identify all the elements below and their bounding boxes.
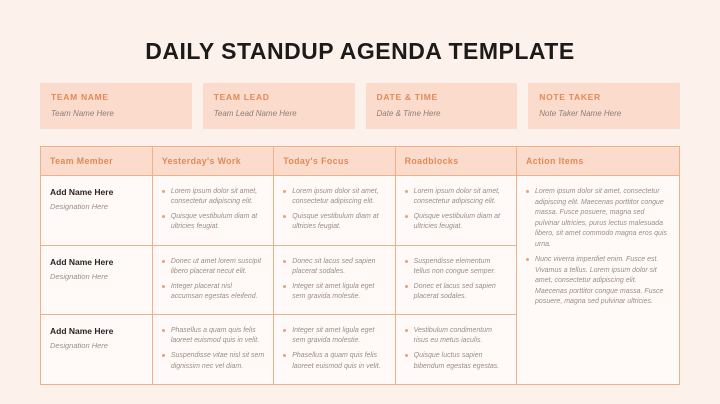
bullet-list bbox=[162, 187, 264, 233]
column-header-todays-focus: Today's Focus bbox=[274, 147, 395, 176]
list-item: Lorem ipsum dolor sit amet, consectetur adipiscing elit. Maecenas porttitor congue massa. Fusce posuere, magna sed pulvinar ultricies, purus lectus malesuada libero, sit amet commodo magna eros quis urna. bbox=[526, 187, 670, 250]
cell-yesterdays-work[interactable] bbox=[152, 315, 273, 385]
agenda-table-wrapper bbox=[0, 146, 720, 385]
list-item: Suspendisse elementum tellus non congue semper. bbox=[405, 257, 507, 277]
bullet-list bbox=[283, 257, 385, 303]
list-item: Integer sit amet ligula eget sem gravida molestie. bbox=[283, 326, 385, 346]
list-item: Vestibulum condimentum risus eu metus iaculis. bbox=[405, 326, 507, 346]
cell-yesterdays-work[interactable] bbox=[152, 176, 273, 246]
list-item: Donec et lacus sed sapien placerat sodales. bbox=[405, 282, 507, 302]
info-value[interactable]: Team Lead Name Here bbox=[213, 109, 297, 118]
column-header-roadblocks: Roadblocks bbox=[395, 147, 516, 176]
cell-todays-focus[interactable] bbox=[274, 176, 395, 246]
list-item: Phasellus a quam quis felis laoreet euismod quis in velit. bbox=[283, 351, 385, 371]
list-item: Lorem ipsum dolor sit amet, consectetur adipiscing elit. bbox=[405, 187, 507, 207]
list-item: Phasellus a quam quis felis laoreet euismod quis in velit. bbox=[162, 326, 264, 346]
list-item: Quisque vestibulum diam at ultricies feugiat. bbox=[405, 212, 507, 232]
member-designation[interactable]: Designation Here bbox=[50, 271, 108, 281]
info-label: NOTE TAKER bbox=[539, 92, 601, 102]
list-item: Lorem ipsum dolor sit amet, consectetur adipiscing elit. bbox=[283, 187, 385, 207]
column-header-team-member: Team Member bbox=[41, 147, 153, 176]
list-item: Nunc viverra imperdiet enim. Fusce est. Vivamus a tellus. Lorem ipsum dolor sit amet, consectetur adipiscing elit. Maecenas porttitor congue massa. Fusce posuere, magna sed pulvinar ultricies. bbox=[526, 255, 670, 308]
list-item: Lorem ipsum dolor sit amet, consectetur adipiscing elit. bbox=[162, 187, 264, 207]
list-item: Integer sit amet ligula eget sem gravida molestie. bbox=[283, 282, 385, 302]
info-box-team-name[interactable] bbox=[40, 83, 192, 129]
list-item: Quisque vestibulum diam at ultricies feugiat. bbox=[283, 212, 385, 232]
cell-roadblocks[interactable] bbox=[395, 315, 516, 385]
cell-todays-focus[interactable] bbox=[274, 315, 395, 385]
info-value[interactable]: Date & Time Here bbox=[376, 109, 441, 118]
member-name[interactable]: Add Name Here bbox=[50, 326, 114, 337]
info-value[interactable]: Note Taker Name Here bbox=[539, 109, 622, 118]
cell-roadblocks[interactable] bbox=[395, 176, 516, 246]
cell-team-member[interactable] bbox=[41, 245, 153, 315]
bullet-list bbox=[526, 187, 670, 308]
member-designation[interactable]: Designation Here bbox=[50, 341, 108, 351]
table-body bbox=[41, 176, 680, 385]
info-box-date-time[interactable] bbox=[366, 83, 518, 129]
cell-roadblocks[interactable] bbox=[395, 245, 516, 315]
member-designation[interactable]: Designation Here bbox=[50, 202, 108, 211]
cell-yesterdays-work[interactable] bbox=[152, 245, 273, 315]
column-header-action-items: Action Items bbox=[517, 147, 680, 176]
list-item: Integer placerat nisl accumsan egestas eleifend. bbox=[162, 282, 264, 302]
bullet-list bbox=[162, 257, 264, 303]
bullet-list bbox=[405, 187, 507, 233]
page-title: DAILY STANDUP AGENDA TEMPLATE bbox=[145, 38, 575, 64]
list-item: Quisque vestibulum diam at ultricies feugiat. bbox=[162, 212, 264, 232]
info-box-team-lead[interactable] bbox=[203, 83, 355, 129]
list-item: Quisque luctus sapien bibendum egestas egestas. bbox=[405, 351, 507, 371]
bullet-list bbox=[283, 326, 385, 372]
cell-action-items[interactable] bbox=[517, 176, 680, 385]
bullet-list bbox=[162, 326, 264, 372]
list-item: Donec sit lacus sed sapien placerat sodales. bbox=[283, 257, 385, 277]
info-box-row bbox=[0, 83, 720, 129]
column-header-yesterdays-work: Yesterday's Work bbox=[152, 147, 273, 176]
info-value[interactable]: Team Name Here bbox=[51, 109, 114, 118]
info-label: TEAM LEAD bbox=[213, 92, 270, 102]
table-header bbox=[41, 147, 680, 176]
bullet-list bbox=[405, 257, 507, 303]
list-item: Donec ut amet lorem suscipit libero placerat necut elit. bbox=[162, 257, 264, 277]
cell-team-member[interactable] bbox=[41, 176, 153, 246]
member-name[interactable]: Add Name Here bbox=[50, 256, 114, 267]
agenda-table bbox=[40, 146, 680, 385]
bullet-list bbox=[405, 326, 507, 372]
table-header-row bbox=[41, 147, 680, 176]
bullet-list bbox=[283, 187, 385, 233]
cell-todays-focus[interactable] bbox=[274, 245, 395, 315]
info-label: DATE & TIME bbox=[376, 92, 438, 102]
member-name[interactable]: Add Name Here bbox=[50, 187, 114, 197]
info-box-note-taker[interactable] bbox=[528, 83, 680, 129]
table-row bbox=[41, 176, 680, 246]
info-label: TEAM NAME bbox=[51, 92, 109, 102]
cell-team-member[interactable] bbox=[41, 315, 153, 385]
list-item: Suspendisse vitae nisl sit sem dignissim nec vel diam. bbox=[162, 351, 264, 371]
